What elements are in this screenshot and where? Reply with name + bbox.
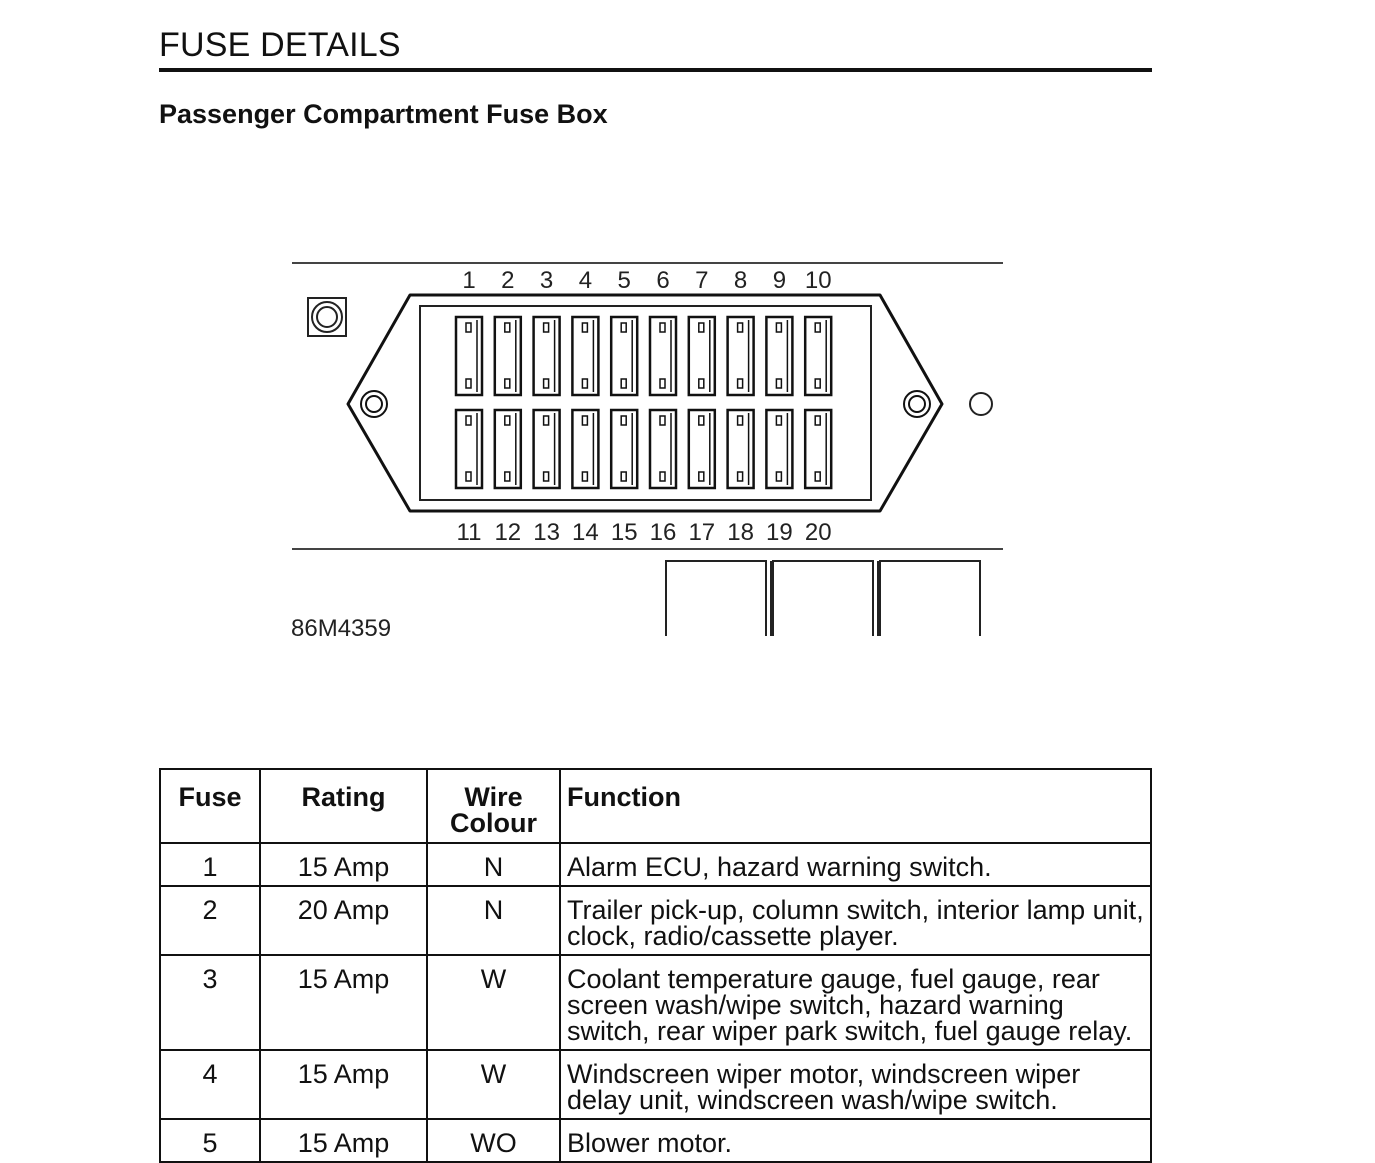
table-row bbox=[160, 1050, 1151, 1119]
cell-rating: 15 Amp bbox=[260, 955, 427, 1050]
cell-function: Alarm ECU, hazard warning switch. bbox=[560, 843, 1151, 886]
cell-fuse: 3 bbox=[160, 955, 260, 1050]
fuse-number-label: 1 bbox=[462, 267, 476, 294]
fuse-slot-14 bbox=[572, 410, 598, 488]
fuse-number-label: 2 bbox=[501, 267, 515, 294]
fuse-slot-8 bbox=[728, 317, 754, 395]
fuse-slot-16 bbox=[650, 410, 676, 488]
title-rule bbox=[159, 68, 1152, 72]
fuse-slot-6 bbox=[650, 317, 676, 395]
fuse-slot-17 bbox=[689, 410, 715, 488]
fuse-slot-11 bbox=[456, 410, 482, 488]
cell-wire-colour: W bbox=[427, 955, 560, 1050]
part-code: 86M4359 bbox=[291, 615, 392, 642]
cell-fuse: 2 bbox=[160, 886, 260, 955]
fuse-slot-15 bbox=[611, 410, 637, 488]
fuse-number-label: 5 bbox=[617, 267, 631, 294]
fuse-number-label: 9 bbox=[772, 267, 787, 294]
fuse-number-label: 11 bbox=[456, 519, 482, 546]
relay-2 bbox=[773, 561, 873, 636]
fuse-slot-20 bbox=[805, 410, 831, 488]
cell-function: Windscreen wiper motor, windscreen wiper delay unit, windscreen wash/wipe switch. bbox=[560, 1050, 1151, 1119]
cell-wire-colour: N bbox=[427, 886, 560, 955]
fuse-slot-2 bbox=[495, 317, 521, 395]
cell-wire-colour: WO bbox=[427, 1119, 560, 1162]
fuse-slot-4 bbox=[572, 317, 598, 395]
cell-fuse: 4 bbox=[160, 1050, 260, 1119]
table-row bbox=[160, 1119, 1151, 1162]
fuse-box-inner bbox=[420, 306, 871, 500]
header-wire-colour: Wire Colour bbox=[427, 769, 560, 843]
fuse-slot-18 bbox=[728, 410, 754, 488]
cell-fuse: 5 bbox=[160, 1119, 260, 1162]
fuse-slot-19 bbox=[766, 410, 792, 488]
fuse-number-label: 14 bbox=[572, 519, 599, 546]
section-title: Passenger Compartment Fuse Box bbox=[159, 99, 608, 129]
fuse-slots bbox=[456, 317, 831, 488]
fuse-slot-10 bbox=[805, 317, 831, 395]
header-function: Function bbox=[560, 769, 1151, 843]
cell-wire-colour: N bbox=[427, 843, 560, 886]
table-row bbox=[160, 955, 1151, 1050]
cell-wire-colour: W bbox=[427, 1050, 560, 1119]
fuse-number-label: 13 bbox=[533, 519, 560, 546]
cell-rating: 20 Amp bbox=[260, 886, 427, 955]
fuse-number-label: 10 bbox=[804, 267, 832, 294]
header-fuse: Fuse bbox=[160, 769, 260, 843]
fuse-number-label: 17 bbox=[688, 519, 716, 546]
table-row bbox=[160, 886, 1151, 955]
fuse-slot-12 bbox=[495, 410, 521, 488]
fuse-number-label: 3 bbox=[539, 267, 554, 294]
right-mount-hole-icon bbox=[904, 391, 930, 417]
cell-function: Coolant temperature gauge, fuel gauge, rear screen wash/wipe switch, hazard warning switch, rear wiper park switch, fuel gauge relay. bbox=[560, 955, 1151, 1050]
fuse-table bbox=[159, 768, 1152, 1163]
cell-fuse: 1 bbox=[160, 843, 260, 886]
fuse-number-label: 20 bbox=[804, 519, 832, 546]
header-rating: Rating bbox=[260, 769, 427, 843]
fuse-number-label: 8 bbox=[733, 267, 748, 294]
fuse-number-label: 15 bbox=[610, 519, 638, 546]
fuse-slot-13 bbox=[534, 410, 560, 488]
fuse-box-outline bbox=[348, 295, 942, 511]
square-stud-icon bbox=[308, 298, 346, 336]
fuse-slot-9 bbox=[766, 317, 792, 395]
fuse-number-label: 4 bbox=[578, 267, 593, 294]
fuse-labels bbox=[457, 267, 832, 546]
fuse-slot-1 bbox=[456, 317, 482, 395]
fuse-number-label: 12 bbox=[494, 519, 522, 546]
left-mount-hole-icon bbox=[361, 391, 387, 417]
fuse-slot-5 bbox=[611, 317, 637, 395]
fuse-slot-3 bbox=[534, 317, 560, 395]
table-row bbox=[160, 843, 1151, 886]
small-hole-icon bbox=[970, 393, 992, 415]
cell-rating: 15 Amp bbox=[260, 1119, 427, 1162]
page-title: FUSE DETAILS bbox=[159, 26, 401, 64]
relay-1 bbox=[666, 561, 766, 636]
fuse-number-label: 6 bbox=[656, 267, 670, 294]
cell-rating: 15 Amp bbox=[260, 843, 427, 886]
cell-function: Trailer pick-up, column switch, interior lamp unit, clock, radio/cassette player. bbox=[560, 886, 1151, 955]
table-header-row bbox=[160, 769, 1151, 843]
cell-rating: 15 Amp bbox=[260, 1050, 427, 1119]
fuse-number-label: 7 bbox=[695, 267, 709, 294]
fuse-number-label: 16 bbox=[649, 519, 677, 546]
fuse-number-label: 19 bbox=[766, 519, 793, 546]
relay-3 bbox=[880, 561, 980, 636]
relay-outlines bbox=[666, 561, 980, 636]
fuse-slot-7 bbox=[689, 317, 715, 395]
fuse-number-label: 18 bbox=[727, 519, 754, 546]
cell-function: Blower motor. bbox=[560, 1119, 1151, 1162]
